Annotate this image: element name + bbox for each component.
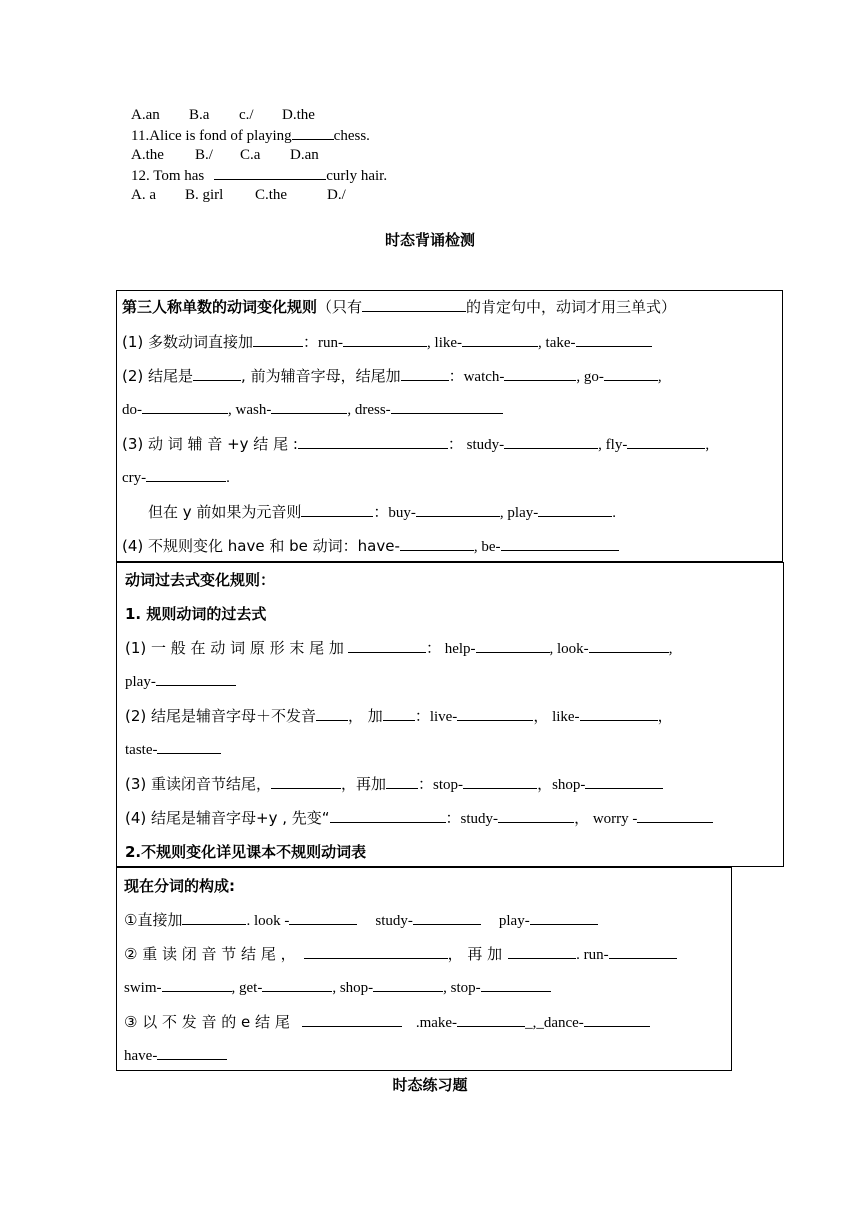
- verb-label: play-: [125, 674, 156, 690]
- answer-blank[interactable]: [462, 332, 538, 347]
- verb-label: , shop-: [332, 980, 374, 996]
- answer-blank[interactable]: [576, 332, 652, 347]
- rule-label: (4) 结尾是辅音字母+y , 先变“: [125, 809, 330, 827]
- verb-label: ，shop-: [537, 777, 586, 793]
- box2-rule1b: [125, 671, 236, 693]
- answer-blank[interactable]: [162, 977, 232, 992]
- question-12: [131, 165, 387, 186]
- rule-label: ② 重 读 闭 音 节 结 尾 ，: [124, 945, 296, 963]
- q12-options: [131, 185, 346, 205]
- box2-rule3: [125, 773, 663, 796]
- verb-label: ：buy-: [373, 505, 416, 521]
- answer-blank[interactable]: [289, 910, 357, 925]
- box3-heading: 现在分词的构成:: [124, 877, 235, 895]
- box3-rule1: [124, 909, 598, 932]
- rule-label: , 前为辅音字母，结尾加: [241, 367, 401, 385]
- answer-blank[interactable]: [457, 1012, 525, 1027]
- answer-blank[interactable]: [457, 706, 533, 721]
- rule-label: ， 加: [348, 707, 383, 725]
- verb-label: study-: [375, 913, 413, 929]
- answer-blank[interactable]: [262, 977, 332, 992]
- verb-label: ：study-: [445, 811, 499, 827]
- answer-blank[interactable]: [330, 808, 446, 823]
- option: C.the: [255, 187, 288, 203]
- verb-label: taste-: [125, 742, 158, 758]
- verb-label: ： help-: [425, 641, 476, 657]
- answer-blank[interactable]: [292, 125, 334, 140]
- q10-options: [131, 105, 315, 125]
- box1-rule3: [122, 433, 709, 456]
- answer-blank[interactable]: [214, 165, 326, 180]
- footer-title: 时态练习题: [392, 1076, 468, 1094]
- answer-blank[interactable]: [343, 332, 427, 347]
- answer-blank[interactable]: [585, 774, 663, 789]
- answer-blank[interactable]: [413, 910, 481, 925]
- rule-label: (4) 不规则变化 have 和 be 动词：have-: [122, 537, 400, 555]
- box2-rule4: [125, 807, 713, 830]
- option: B./: [195, 147, 213, 163]
- answer-blank[interactable]: [504, 366, 576, 381]
- answer-blank[interactable]: [463, 774, 537, 789]
- box1-rule3c: [148, 501, 616, 524]
- rule-label: (3) 动 词 辅 音 +y 结 尾 :: [122, 435, 298, 453]
- verb-label: , be-: [473, 539, 501, 555]
- rule-label: (3) 重读闭音节结尾，: [125, 775, 272, 793]
- punct: ，: [657, 709, 673, 725]
- verb-label: , go-: [576, 369, 604, 385]
- answer-blank[interactable]: [302, 1012, 402, 1027]
- answer-blank[interactable]: [508, 944, 576, 959]
- box2-rule2: [125, 705, 673, 728]
- verb-label: . run-: [576, 947, 609, 963]
- answer-blank[interactable]: [373, 977, 443, 992]
- verb-label: , wash-: [228, 402, 272, 418]
- answer-blank[interactable]: [530, 910, 598, 925]
- answer-blank[interactable]: [476, 638, 550, 653]
- rule-label: ， 再 加: [447, 945, 503, 963]
- present-participle-box: [116, 867, 732, 1071]
- answer-blank[interactable]: [498, 808, 574, 823]
- answer-blank[interactable]: [501, 536, 619, 551]
- rule-label: ①直接加: [124, 911, 183, 929]
- answer-blank[interactable]: [298, 434, 448, 449]
- verb-label: . look -: [246, 913, 290, 929]
- verb-label: , take-: [538, 335, 576, 351]
- rule-label: ③ 以 不 发 音 的 e 结 尾: [124, 1013, 290, 1031]
- verb-label: ， like-: [533, 709, 580, 725]
- section-title: 时态背诵检测: [384, 231, 475, 249]
- verb-label: ， worry -: [574, 811, 638, 827]
- verb-label: , stop-: [443, 980, 481, 996]
- verb-label: , like-: [427, 335, 463, 351]
- box1-rule3b: [122, 467, 230, 489]
- verb-label: .make-: [415, 1015, 458, 1031]
- question-text: 12. Tom has: [131, 168, 205, 184]
- answer-blank[interactable]: [401, 366, 449, 381]
- verb-label: , fly-: [598, 437, 628, 453]
- verb-label: ：stop-: [418, 777, 464, 793]
- answer-blank[interactable]: [304, 944, 448, 959]
- box3-rule3b: [124, 1045, 227, 1067]
- option: B.a: [189, 107, 210, 123]
- punct: ,: [657, 369, 662, 385]
- answer-blank[interactable]: [157, 739, 221, 754]
- answer-blank[interactable]: [383, 706, 415, 721]
- answer-blank[interactable]: [362, 297, 466, 312]
- box2-subheading-1: 1. 规则动词的过去式: [125, 605, 267, 623]
- heading-note: 的肯定句中，动词才用三单式）: [466, 298, 677, 316]
- verb-label: play-: [498, 913, 530, 929]
- rule-label: (1) 多数动词直接加: [122, 333, 254, 351]
- answer-blank[interactable]: [400, 536, 474, 551]
- answer-blank[interactable]: [609, 944, 677, 959]
- heading-note: （只有: [317, 298, 363, 316]
- option: c./: [239, 107, 254, 123]
- box1-heading-line: [122, 296, 676, 318]
- box1-rule1: [122, 331, 652, 354]
- punct: .: [226, 470, 230, 486]
- verb-label: swim-: [124, 980, 162, 996]
- option: D./: [327, 187, 346, 203]
- box3-rule2: [124, 943, 677, 966]
- rule-label: (1) 一 般 在 动 词 原 形 末 尾 加: [125, 639, 344, 657]
- answer-blank[interactable]: [301, 502, 373, 517]
- verb-label: have-: [124, 1048, 158, 1064]
- question-text: chess.: [333, 128, 370, 144]
- box2-rule2b: [125, 739, 221, 761]
- option: A. a: [131, 187, 156, 203]
- box3-rule3: [124, 1011, 650, 1034]
- answer-blank[interactable]: [193, 366, 241, 381]
- box2-heading: 动词过去式变化规则：: [125, 571, 276, 589]
- answer-blank[interactable]: [386, 774, 418, 789]
- rule-label: 但在 y 前如果为元音则: [148, 503, 302, 521]
- question-text: curly hair.: [326, 168, 388, 184]
- option: D.an: [290, 147, 319, 163]
- punct: .: [612, 505, 616, 521]
- verb-label: ：watch-: [448, 369, 505, 385]
- answer-blank[interactable]: [580, 706, 658, 721]
- rule-label: (2) 结尾是辅音字母＋不发音: [125, 707, 317, 725]
- answer-blank[interactable]: [504, 434, 598, 449]
- verb-label: ： study-: [447, 437, 505, 453]
- verb-label: , look-: [549, 641, 589, 657]
- box2-rule1: [125, 637, 672, 660]
- answer-blank[interactable]: [538, 502, 612, 517]
- answer-blank[interactable]: [627, 434, 705, 449]
- box2-subheading-2: 2.不规则变化详见课本不规则动词表: [125, 843, 367, 861]
- answer-blank[interactable]: [271, 774, 341, 789]
- box1-heading: 第三人称单数的动词变化规则: [122, 298, 318, 316]
- q11-options: [131, 145, 319, 165]
- verb-label: do-: [122, 402, 142, 418]
- punct: ,: [705, 437, 710, 453]
- verb-label: , get-: [231, 980, 263, 996]
- option: C.a: [240, 147, 261, 163]
- answer-blank[interactable]: [637, 808, 713, 823]
- option: D.the: [282, 107, 315, 123]
- answer-blank[interactable]: [416, 502, 500, 517]
- rule-label: ，再加: [341, 775, 387, 793]
- answer-blank[interactable]: [156, 671, 236, 686]
- verb-label: ：run-: [303, 335, 344, 351]
- answer-blank[interactable]: [391, 399, 503, 414]
- answer-blank[interactable]: [253, 332, 303, 347]
- rule-label: (2) 结尾是: [122, 367, 194, 385]
- box3-rule2b: [124, 977, 551, 999]
- verb-label: ：live-: [414, 709, 458, 725]
- box1-rule2b: [122, 399, 503, 421]
- answer-blank[interactable]: [481, 977, 551, 992]
- option: B. girl: [185, 187, 224, 203]
- answer-blank[interactable]: [182, 910, 246, 925]
- answer-blank[interactable]: [271, 399, 347, 414]
- verb-label: , play-: [499, 505, 539, 521]
- answer-blank[interactable]: [142, 399, 228, 414]
- punct: ,: [668, 641, 673, 657]
- option: A.an: [131, 107, 160, 123]
- question-text: 11.Alice is fond of playing: [131, 128, 292, 144]
- answer-blank[interactable]: [604, 366, 658, 381]
- answer-blank[interactable]: [146, 467, 226, 482]
- box1-rule4: [122, 535, 619, 558]
- question-11: [131, 125, 370, 146]
- answer-blank[interactable]: [316, 706, 348, 721]
- answer-blank[interactable]: [584, 1012, 650, 1027]
- verb-label: cry-: [122, 470, 147, 486]
- box1-rule2: [122, 365, 662, 388]
- option: A.the: [131, 147, 164, 163]
- answer-blank[interactable]: [589, 638, 669, 653]
- answer-blank[interactable]: [157, 1045, 227, 1060]
- answer-blank[interactable]: [348, 638, 426, 653]
- verb-label: _,_dance-: [525, 1015, 584, 1031]
- verb-label: , dress-: [347, 402, 391, 418]
